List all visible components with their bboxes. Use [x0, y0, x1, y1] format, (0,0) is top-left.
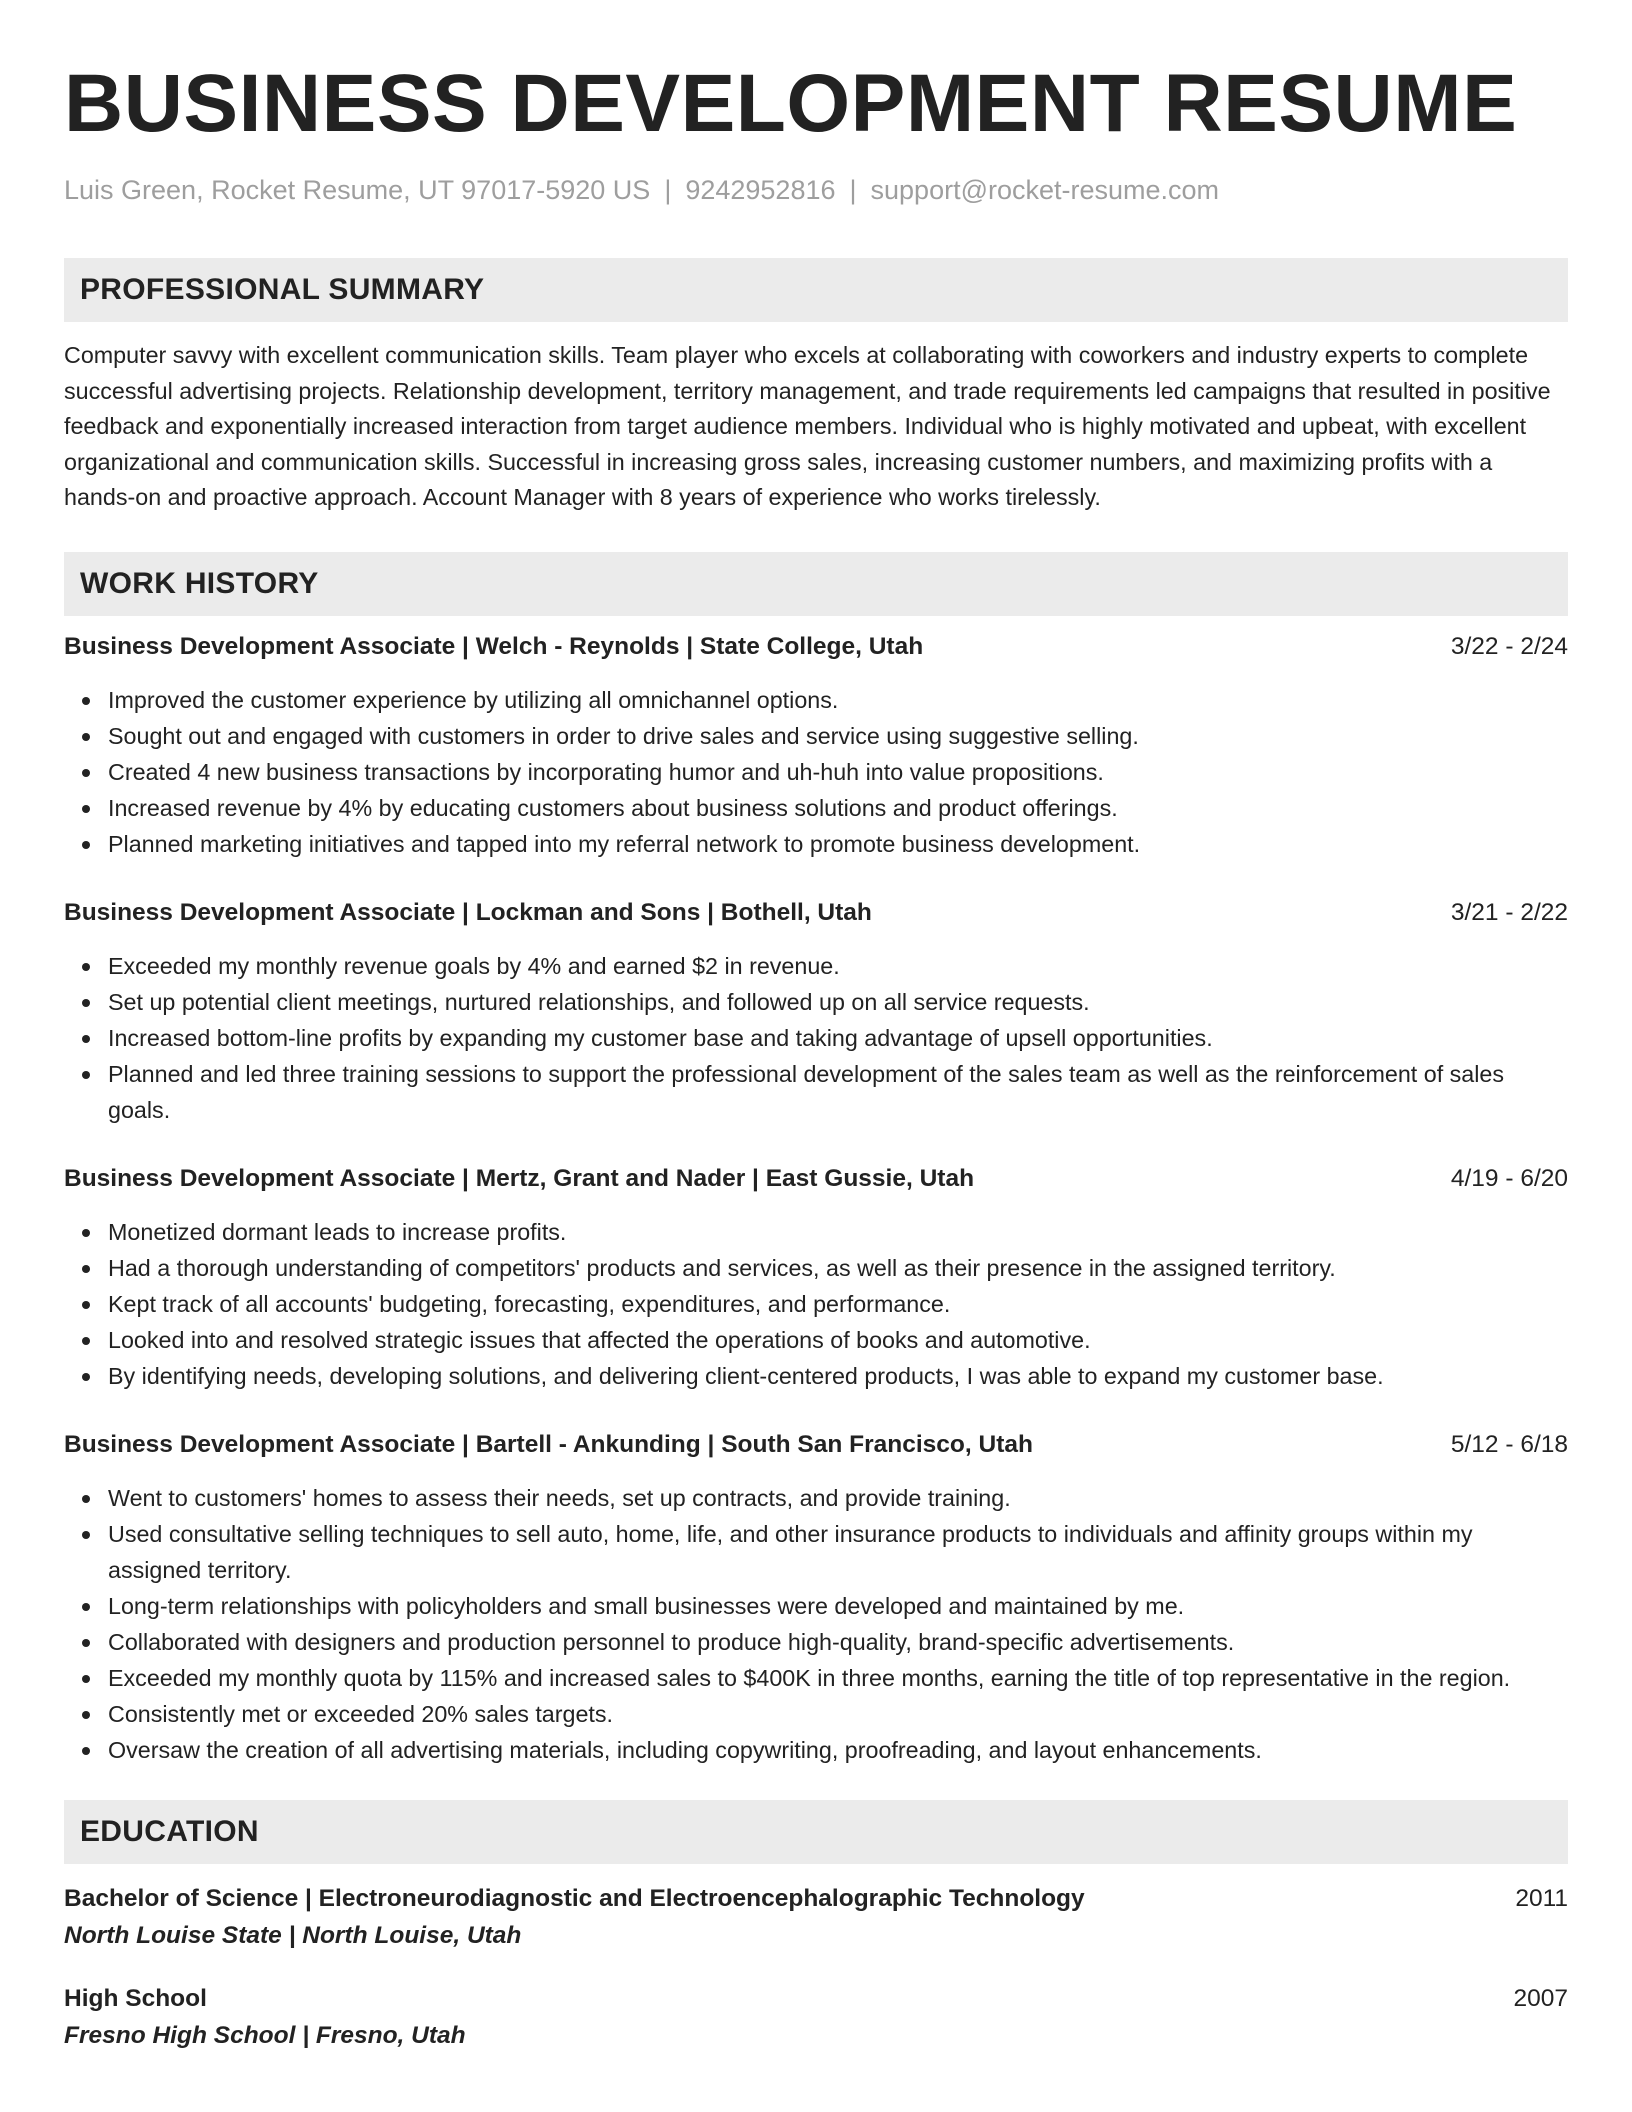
education-heading	[64, 1982, 1568, 2016]
job-heading	[64, 1428, 1568, 1462]
job-bullet: Planned marketing initiatives and tapped into my referral network to promote business development.	[108, 826, 1568, 862]
job-dates: 3/21 - 2/22	[1450, 898, 1568, 926]
job-bullet: By identifying needs, developing solutions, and delivering client-centered products, I was able to expand my customer base.	[108, 1358, 1568, 1394]
contact-phone: 9242952816	[685, 175, 836, 205]
education-school: North Louise State | North Louise, Utah	[64, 1921, 522, 1949]
job-bullets	[64, 682, 1568, 862]
education-year: 2007	[1513, 1984, 1568, 2012]
education-degree: High School	[64, 1984, 207, 2012]
job-heading	[64, 1162, 1568, 1196]
job-bullet: Looked into and resolved strategic issues that affected the operations of books and automotive.	[108, 1322, 1568, 1358]
job-bullet: Sought out and engaged with customers in order to drive sales and service using suggestive selling.	[108, 718, 1568, 754]
education-section-header: EDUCATION	[64, 1800, 1568, 1864]
education-degree: Bachelor of Science | Electroneurodiagnostic and Electroencephalographic Technology	[64, 1884, 1085, 1912]
contact-line	[64, 172, 1568, 208]
job-dates: 3/22 - 2/24	[1450, 632, 1568, 660]
job-bullet: Planned and led three training sessions to support the professional development of the sales team as well as the reinforcement of sales goals.	[108, 1056, 1568, 1128]
contact-separator: |	[849, 175, 857, 205]
education-school: Fresno High School | Fresno, Utah	[64, 2021, 466, 2049]
education-year: 2011	[1515, 1884, 1568, 1912]
job-bullet: Had a thorough understanding of competitors' products and services, as well as their presence in the assigned territory.	[108, 1250, 1568, 1286]
work-history-section-header: WORK HISTORY	[64, 552, 1568, 616]
job-bullet: Went to customers' homes to assess their needs, set up contracts, and provide training.	[108, 1480, 1568, 1516]
job-title: Business Development Associate | Bartell - Ankunding | South San Francisco, Utah	[64, 1430, 1033, 1458]
job-bullet: Oversaw the creation of all advertising materials, including copywriting, proofreading, and layout enhancements.	[108, 1732, 1568, 1768]
contact-separator: |	[664, 175, 672, 205]
job-heading	[64, 896, 1568, 930]
job-heading	[64, 630, 1568, 664]
job-bullet: Monetized dormant leads to increase profits.	[108, 1214, 1568, 1250]
job-entry	[64, 1428, 1568, 1768]
job-bullets	[64, 1214, 1568, 1394]
job-bullet: Increased bottom-line profits by expanding my customer base and taking advantage of upsell opportunities.	[108, 1020, 1568, 1056]
job-title: Business Development Associate | Mertz, Grant and Nader | East Gussie, Utah	[64, 1164, 975, 1192]
job-bullet: Consistently met or exceeded 20% sales targets.	[108, 1696, 1568, 1732]
education-entry	[64, 1982, 1568, 2056]
education-entry	[64, 1882, 1568, 1956]
job-entry	[64, 896, 1568, 1128]
job-bullet: Kept track of all accounts' budgeting, forecasting, expenditures, and performance.	[108, 1286, 1568, 1322]
job-dates: 5/12 - 6/18	[1450, 1430, 1568, 1458]
summary-text: Computer savvy with excellent communication skills. Team player who excels at collaborating with coworkers and industry experts to complete successful advertising projects. Relationship development, territory management, and trade requirements led campaigns that resulted in positive feedback and exponentially increased interaction from target audience members. Individual who is highly motivated and upbeat, with excellent organizational and communication skills. Successful in increasing gross sales, increasing customer numbers, and maximizing profits with a hands-on and proactive approach. Account Manager with 8 years of experience who works tirelessly.	[64, 342, 1551, 511]
job-bullets	[64, 1480, 1568, 1768]
job-title: Business Development Associate | Welch - Reynolds | State College, Utah	[64, 632, 924, 660]
job-entry	[64, 630, 1568, 862]
job-bullet: Used consultative selling techniques to sell auto, home, life, and other insurance products to individuals and affinity groups within my assigned territory.	[108, 1516, 1568, 1588]
job-bullet: Exceeded my monthly quota by 115% and increased sales to $400K in three months, earning the title of top representative in the region.	[108, 1660, 1568, 1696]
job-dates: 4/19 - 6/20	[1450, 1164, 1568, 1192]
job-entry	[64, 1162, 1568, 1394]
job-bullet: Long-term relationships with policyholders and small businesses were developed and maintained by me.	[108, 1588, 1568, 1624]
job-bullets	[64, 948, 1568, 1128]
contact-address: Luis Green, Rocket Resume, UT 97017-5920 US	[64, 175, 651, 205]
job-bullet: Created 4 new business transactions by incorporating humor and uh-huh into value propositions.	[108, 754, 1568, 790]
job-bullet: Exceeded my monthly revenue goals by 4% and earned $2 in revenue.	[108, 948, 1568, 984]
job-bullet: Improved the customer experience by utilizing all omnichannel options.	[108, 682, 1568, 718]
job-bullet: Increased revenue by 4% by educating customers about business solutions and product offerings.	[108, 790, 1568, 826]
job-bullet: Collaborated with designers and production personnel to produce high-quality, brand-specific advertisements.	[108, 1624, 1568, 1660]
resume-title: BUSINESS DEVELOPMENT RESUME	[64, 58, 1518, 149]
contact-email: support@rocket-resume.com	[870, 175, 1220, 205]
summary-section-header: PROFESSIONAL SUMMARY	[64, 258, 1568, 322]
education-heading	[64, 1882, 1568, 1916]
job-title: Business Development Associate | Lockman and Sons | Bothell, Utah	[64, 898, 872, 926]
job-bullet: Set up potential client meetings, nurtured relationships, and followed up on all service requests.	[108, 984, 1568, 1020]
